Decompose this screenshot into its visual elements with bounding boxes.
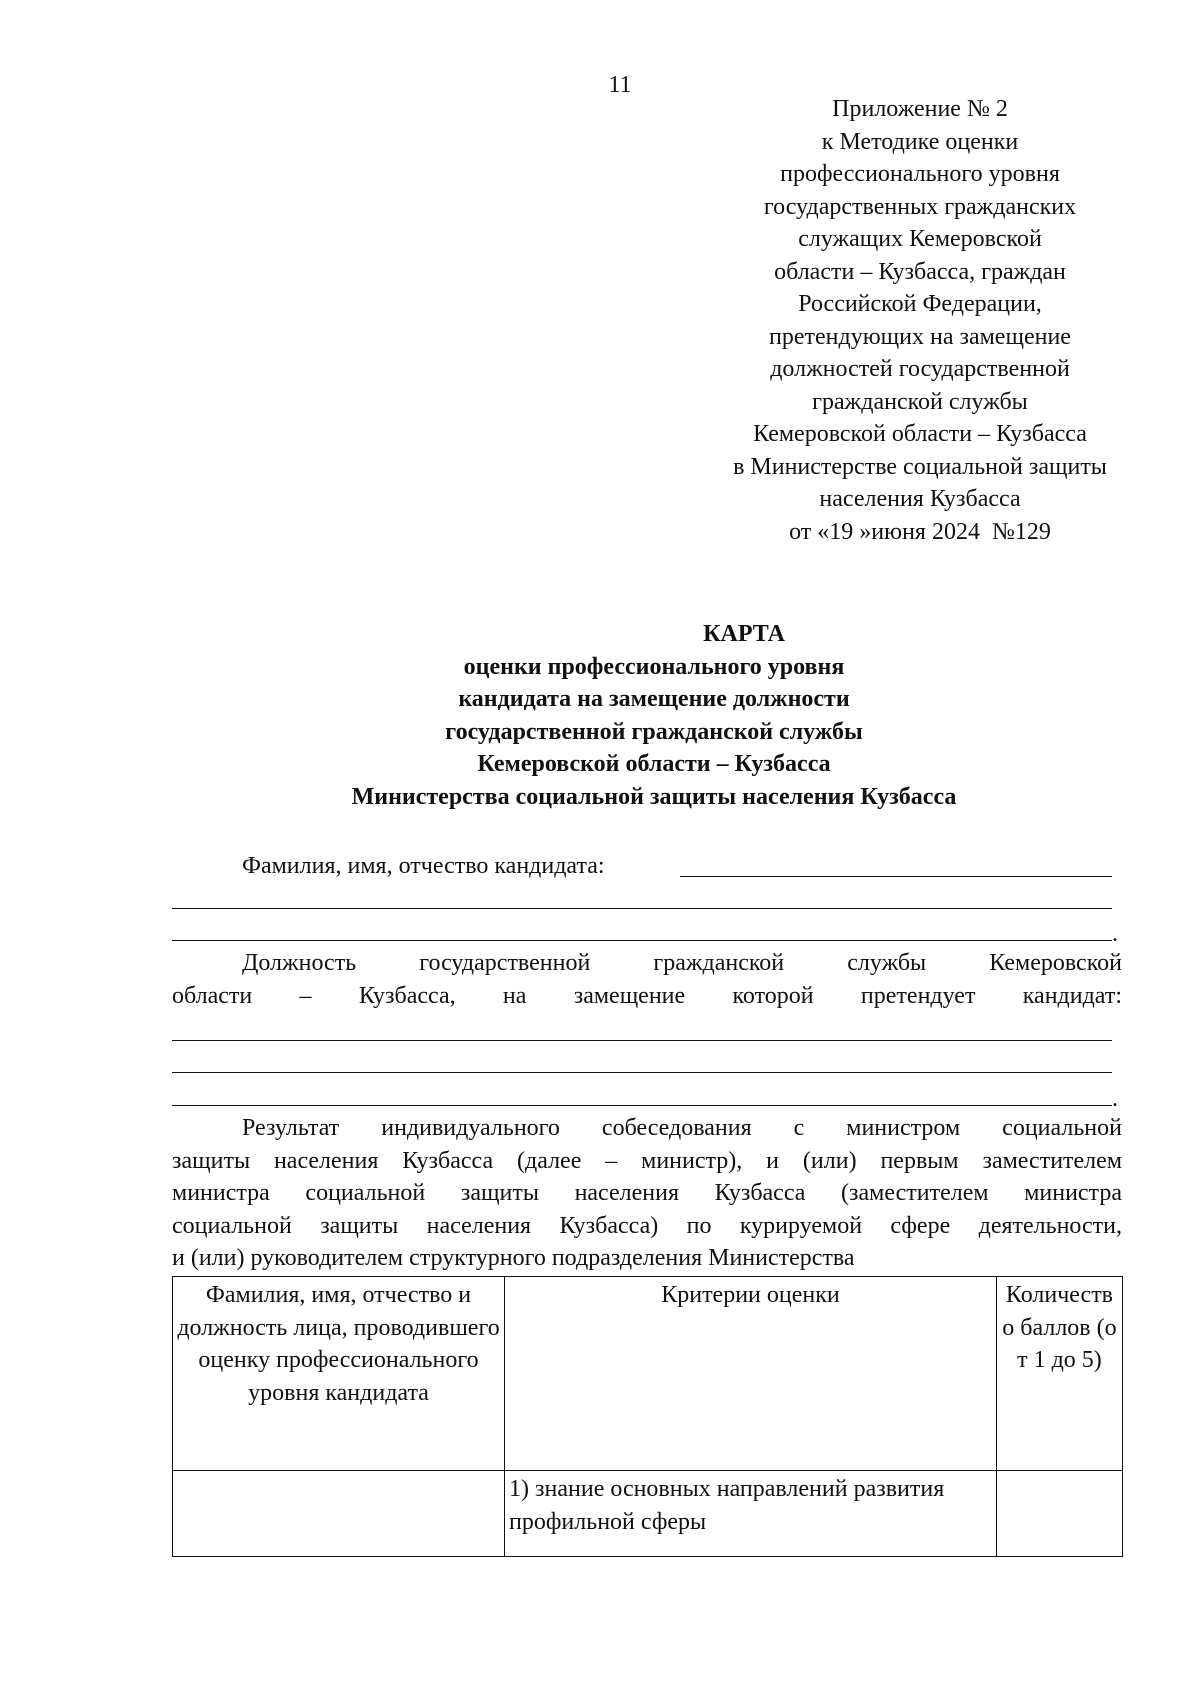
- appendix-line: Российской Федерации,: [798, 291, 1042, 317]
- title-line: оценки профессионального уровня: [463, 653, 845, 680]
- appendix-line: к Методике оценки: [821, 128, 1019, 155]
- result-line: защиты населения Кузбасса (далее – министр), и (или) первым заместителем: [172, 1147, 1122, 1174]
- candidate-name-blank[interactable]: [172, 908, 1112, 909]
- title-line: кандидата на замещение должности: [458, 686, 850, 712]
- appendix-line: государственных гражданских: [763, 193, 1077, 220]
- appendix-line: Приложение № 2: [832, 96, 1008, 122]
- candidate-name-blank[interactable]: [172, 940, 1112, 941]
- position-blank[interactable]: [172, 1072, 1112, 1073]
- header-criteria: Критерии оценки: [505, 1277, 997, 1471]
- table-row: [173, 1471, 1123, 1557]
- candidate-name-label: Фамилия, имя, отчество кандидата:: [242, 853, 605, 879]
- appendix-line: Кемеровской области – Кузбасса: [753, 421, 1087, 447]
- title-line: Кемеровской области – Кузбасса: [477, 751, 831, 777]
- appendix-line: служащих Кемеровской: [798, 226, 1042, 252]
- table-header-row: [173, 1277, 1123, 1471]
- result-line: и (или) руководителем структурного подразделения Министерства: [172, 1245, 855, 1271]
- appendix-line: населения Кузбасса: [819, 486, 1021, 512]
- title-line: государственной гражданской службы: [445, 718, 863, 745]
- appendix-line: гражданской службы: [812, 388, 1028, 415]
- cell-person[interactable]: [173, 1471, 505, 1557]
- position-paragraph: [172, 947, 1122, 1012]
- position-line: Должность государственной гражданской службы Кемеровской: [242, 950, 1122, 976]
- period-mark: .: [1112, 921, 1118, 947]
- position-blank[interactable]: [172, 1040, 1112, 1041]
- appendix-line: в Министерстве социальной защиты: [733, 453, 1107, 480]
- candidate-name-row: [172, 850, 1112, 882]
- result-line: социальной защиты населения Кузбасса) по курируемой сфере деятельности,: [172, 1212, 1122, 1239]
- title-line: КАРТА: [703, 621, 785, 647]
- header-person: Фамилия, имя, отчество и должность лица, проводившего оценку профессионального уровня кандидата: [173, 1277, 505, 1471]
- period-mark: .: [1112, 1086, 1118, 1112]
- appendix-line: области – Кузбасса, граждан: [774, 258, 1066, 285]
- document-title: [172, 618, 1136, 813]
- candidate-name-blank[interactable]: [680, 876, 1112, 877]
- result-paragraph: [172, 1112, 1122, 1275]
- cell-criterion: 1) знание основных направлений развития профильной сферы: [505, 1471, 997, 1557]
- criteria-table: [172, 1276, 1123, 1557]
- position-blank[interactable]: [172, 1105, 1112, 1106]
- appendix-line: профессионального уровня: [780, 161, 1060, 187]
- position-line: области – Кузбасса, на замещение которой претендует кандидат:: [172, 982, 1122, 1009]
- appendix-line: должностей государственной: [770, 356, 1070, 382]
- appendix-line: претендующих на замещение: [769, 323, 1071, 350]
- result-line: Результат индивидуального собеседования с министром социальной: [242, 1115, 1122, 1141]
- page-number: 11: [608, 72, 632, 98]
- appendix-date-line: от «19 »июня 2024 №129: [789, 518, 1051, 545]
- title-line: Министерства социальной защиты населения Кузбасса: [351, 783, 957, 810]
- appendix-block: [695, 93, 1145, 548]
- cell-score[interactable]: [996, 1471, 1122, 1557]
- result-line: министра социальной защиты населения Кузбасса (заместителем министра: [172, 1180, 1122, 1206]
- header-score: Количество баллов (от 1 до 5): [996, 1277, 1122, 1471]
